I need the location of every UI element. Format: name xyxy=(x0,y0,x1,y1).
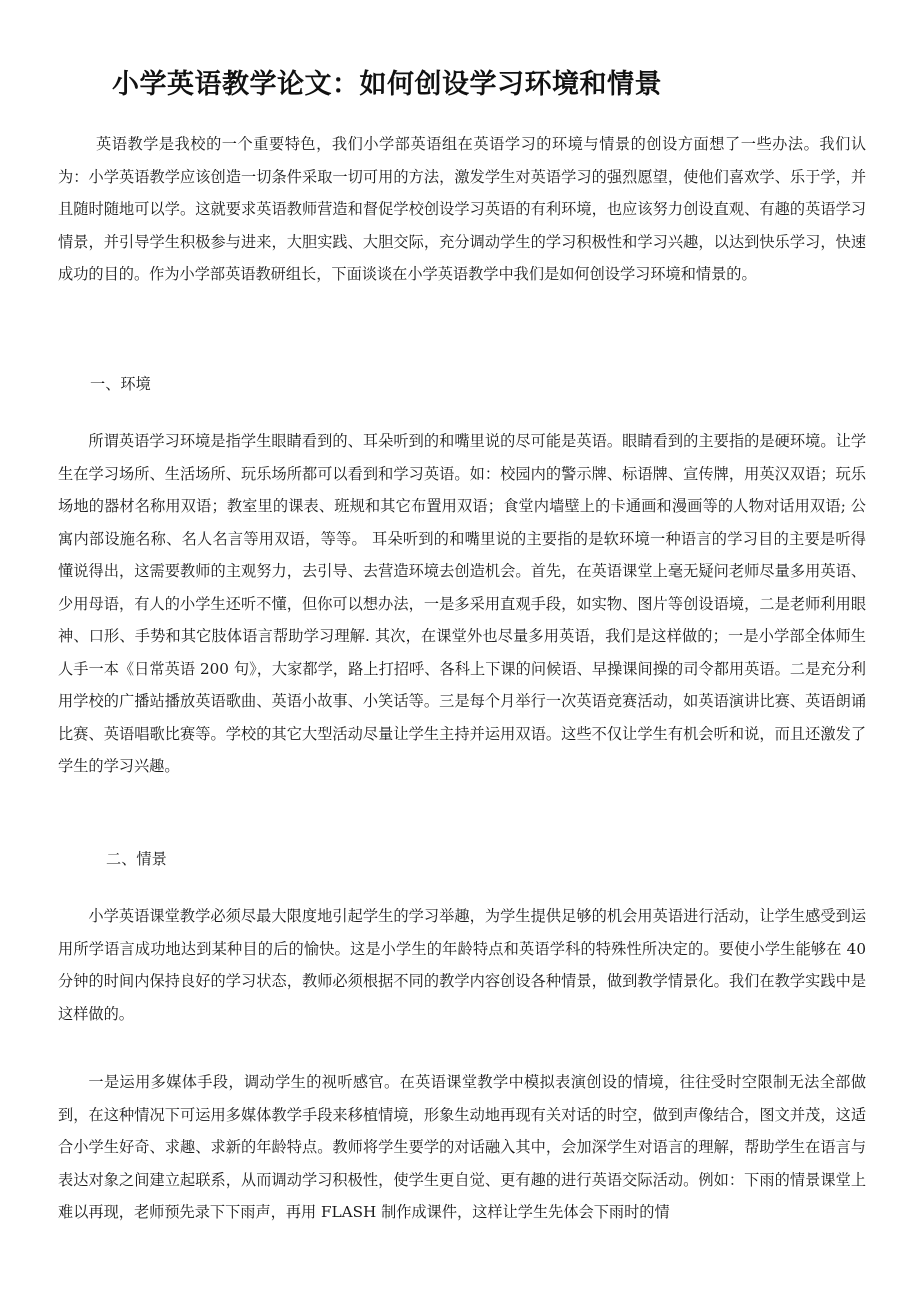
document-title: 小学英语教学论文：如何创设学习环境和情景 xyxy=(112,69,662,100)
paragraph-multimedia: 一是运用多媒体手段，调动学生的视听感官。在英语课堂教学中模拟表演创设的情境，往往受时空限制无法全部做到，在这种情况下可运用多媒体教学手段来移植情境，形象生动地再现有关对话的时空，做到声像结合，图文并茂，这适合小学生好奇、求趣、求新的年龄特点。教师将学生要学的对话融入其中，会加深学生对语言的理解，帮助学生在语言与表达对象之间建立起联系，从而调动学习积极性，使学生更自觉、更有趣的进行英语交际活动。例如：下雨的情景课堂上难以再现，老师预先录下下雨声，再用 FLASH 制作成课件，这样让学生先体会下雨时的情 xyxy=(58,1073,866,1221)
section-heading-situation: 二、情景 xyxy=(106,850,167,868)
paragraph-situation: 小学英语课堂教学必须尽最大限度地引起学生的学习举趣，为学生提供足够的机会用英语进行活动，让学生感受到运用所学语言成功地达到某种目的后的愉快。这是小学生的年龄特点和英语学科的特殊性所决定的。要使小学生能够在 40 分钟的时间内保持良好的学习状态，教师必须根据不同的教学内容创设各种情景，做到教学情景化。我们在教学实践中是这样做的。 xyxy=(58,907,866,1023)
paragraph-intro: 英语教学是我校的一个重要特色，我们小学部英语组在英语学习的环境与情景的创设方面想了一些办法。我们认为：小学英语教学应该创造一切条件采取一切可用的方法，激发学生对英语学习的强烈愿望，使他们喜欢学、乐于学，并且随时随地可以学。这就要求英语教师营造和督促学校创设学习英语的有利环境，也应该努力创设直观、有趣的英语学习情景，并引导学生积极参与进来，大胆实践、大胆交际，充分调动学生的学习积极性和学习兴趣，以达到快乐学习，快速成功的目的。作为小学部英语教研组长，下面谈谈在小学英语教学中我们是如何创设学习环境和情景的。 xyxy=(58,135,866,283)
paragraph-environment: 所谓英语学习环境是指学生眼睛看到的、耳朵听到的和嘴里说的尽可能是英语。眼睛看到的主要指的是硬环境。让学生在学习场所、生活场所、玩乐场所都可以看到和学习英语。如：校园内的警示牌、标语牌、宣传牌，用英汉双语；玩乐场地的器材名称用双语；教室里的课表、班规和其它布置用双语；食堂内墙壁上的卡通画和漫画等的人物对话用双语; 公寓内部设施名称、名人名言等用双语，等等。 耳朵听到的和嘴里说的主要指的是软环境一种语言的学习目的主要是听得懂说得出，这需要教师的主观努力，去引导、去营造环境去创造机会。首先，在英语课堂上毫无疑问老师尽量多用英语、少用母语，有人的小学生还听不懂，但你可以想办法，一是多采用直观手段，如实物、图片等创设语境，二是老师利用眼神、口形、手势和其它肢体语言帮助学习理解. 其次，在课堂外也尽量多用英语，我们是这样做的；一是小学部全体师生人手一本《日常英语 200 句》，大家都学，路上打招呼、各科上下课的问候语、早操课间操的司令都用英语。二是充分利用学校的广播站播放英语歌曲、英语小故事、小笑话等。三是每个月举行一次英语竞赛活动，如英语演讲比赛、英语朗诵比赛、英语唱歌比赛等。学校的其它大型活动尽量让学生主持并运用双语。这些不仅让学生有机会听和说，而且还激发了学生的学习兴趣。 xyxy=(58,432,866,775)
section-heading-environment: 一、环境 xyxy=(90,375,151,393)
